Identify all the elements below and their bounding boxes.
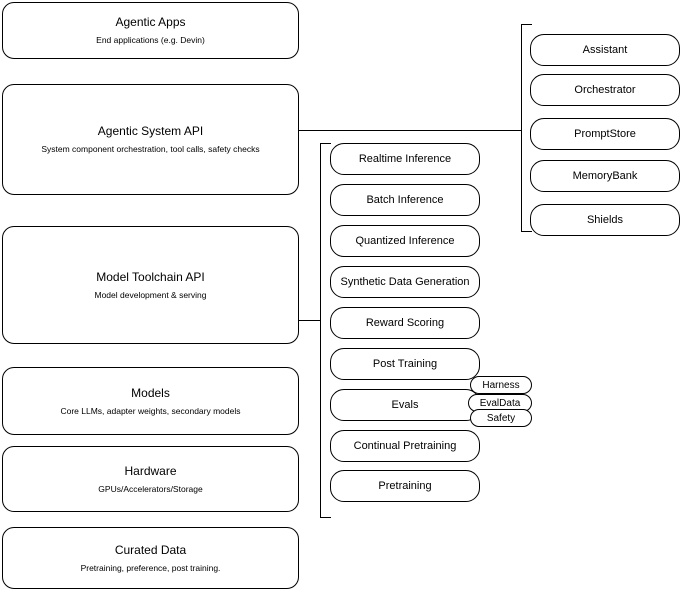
layer-hardware[interactable]: [2, 446, 299, 512]
connector-agentic-bracket-vertical: [521, 24, 522, 232]
component-label: Pretraining: [378, 480, 432, 492]
layer-subtitle: Model development & serving: [94, 289, 207, 300]
layer-title: Models: [131, 385, 170, 400]
component-label: Orchestrator: [574, 84, 636, 96]
component-shields[interactable]: [530, 204, 680, 236]
subcomponent-label: Safety: [486, 412, 516, 424]
component-label: Assistant: [582, 44, 628, 56]
layer-title: Hardware: [124, 463, 177, 478]
connector-agentic-system-horizontal: [299, 130, 521, 131]
component-quantized-inference[interactable]: [330, 225, 480, 257]
component-synthetic-data-generation[interactable]: [330, 266, 480, 298]
layer-subtitle: GPUs/Accelerators/Storage: [98, 483, 203, 494]
layer-subtitle: End applications (e.g. Devin): [96, 35, 205, 45]
subcomponent-safety[interactable]: [470, 409, 532, 427]
component-post-training[interactable]: [330, 348, 480, 380]
subcomponent-label: Harness: [482, 379, 520, 391]
layer-title: Agentic System API: [97, 124, 204, 138]
component-label: MemoryBank: [572, 170, 638, 182]
subcomponent-harness[interactable]: [470, 376, 532, 394]
component-label: Continual Pretraining: [353, 440, 457, 452]
component-orchestrator[interactable]: [530, 74, 680, 106]
layer-model-toolchain-api[interactable]: [2, 226, 299, 344]
component-label: Batch Inference: [366, 194, 444, 206]
layer-title: Curated Data: [114, 542, 187, 557]
layer-title: Model Toolchain API: [96, 269, 205, 284]
component-reward-scoring[interactable]: [330, 307, 480, 339]
component-label: Evals: [391, 399, 419, 411]
layer-agentic-apps[interactable]: [2, 2, 299, 59]
connector-toolchain-bracket-vertical: [320, 143, 321, 518]
component-continual-pretraining[interactable]: [330, 430, 480, 462]
connector-toolchain-horizontal: [299, 320, 321, 321]
layer-title: Agentic Apps: [115, 15, 186, 29]
component-label: Shields: [586, 214, 624, 226]
connector-toolchain-bracket-top: [320, 143, 331, 144]
layer-agentic-system-api[interactable]: [2, 84, 299, 195]
component-realtime-inference[interactable]: [330, 143, 480, 175]
layer-models[interactable]: [2, 367, 299, 435]
component-label: Synthetic Data Generation: [340, 276, 470, 288]
component-assistant[interactable]: [530, 34, 680, 66]
layer-subtitle: Core LLMs, adapter weights, secondary models: [60, 405, 241, 416]
layer-curated-data[interactable]: [2, 527, 299, 589]
layer-subtitle: System component orchestration, tool calls, safety checks: [41, 144, 260, 154]
component-evals[interactable]: [330, 389, 480, 421]
connector-agentic-bracket-bottom: [521, 231, 532, 232]
component-promptstore[interactable]: [530, 118, 680, 150]
component-pretraining[interactable]: [330, 470, 480, 502]
component-label: PromptStore: [574, 128, 636, 140]
component-label: Post Training: [372, 358, 438, 370]
component-memorybank[interactable]: [530, 160, 680, 192]
component-batch-inference[interactable]: [330, 184, 480, 216]
component-label: Reward Scoring: [365, 317, 445, 329]
connector-toolchain-bracket-bottom: [320, 517, 331, 518]
subcomponent-label: EvalData: [479, 397, 521, 409]
layer-subtitle: Pretraining, preference, post training.: [80, 562, 221, 573]
component-label: Quantized Inference: [355, 235, 455, 247]
component-label: Realtime Inference: [358, 153, 452, 165]
connector-agentic-bracket-top: [521, 24, 532, 25]
